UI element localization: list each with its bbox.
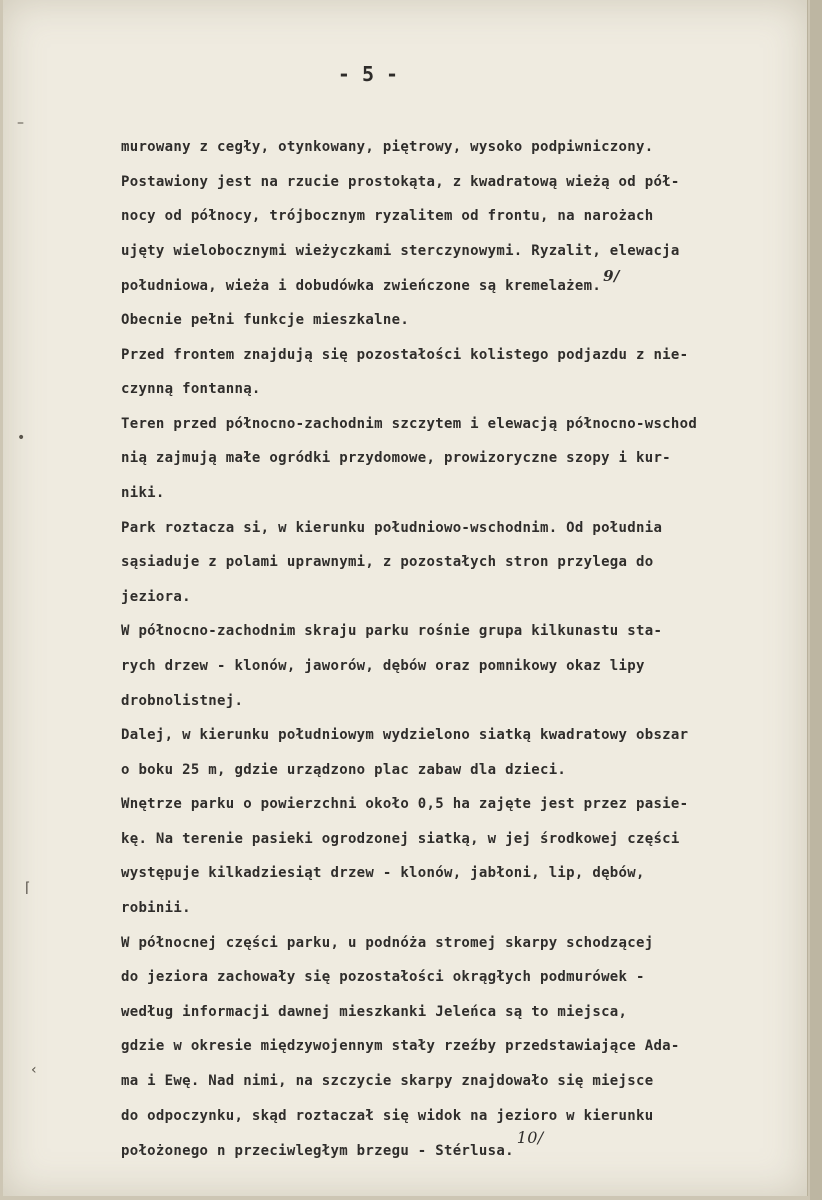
text-line: kę. Na terenie pasieki ogrodzonej siatką, w jej środkowej części <box>121 830 680 847</box>
text-line: gdzie w okresie międzywojennym stały rzeźby przedstawiające Ada- <box>121 1038 680 1055</box>
margin-mark: • <box>17 430 26 446</box>
text-line: Park roztacza si, w kierunku południowo-wschodnim. Od południa <box>121 519 663 536</box>
text-line: sąsiaduje z polami uprawnymi, z pozostałych stron przylega do <box>121 554 654 571</box>
text-line: południowa, wieża i dobudówka zwieńczone są kremelażem. <box>121 278 602 295</box>
footnote-marker-9: 9/ <box>603 267 620 286</box>
text-line: według informacji dawnej mieszkanki Jeleńca są to miejsca, <box>121 1003 628 1020</box>
text-line: Teren przed północno-zachodnim szczytem i elewacją północno-wschod <box>121 415 698 432</box>
scan-edge <box>810 0 822 1200</box>
margin-mark: – <box>17 115 24 131</box>
document-page <box>3 0 808 1196</box>
margin-mark: ⌈ <box>25 880 31 896</box>
text-line: ma i Ewę. Nad nimi, na szczycie skarpy znajdowało się miejsce <box>121 1073 654 1090</box>
text-line: W północno-zachodnim skraju parku rośnie grupa kilkunastu sta- <box>121 623 663 640</box>
text-line: rych drzew - klonów, jaworów, dębów oraz pomnikowy okaz lipy <box>121 657 645 674</box>
text-line-with-footnote <box>121 1128 811 1168</box>
margin-mark: ‹ <box>31 1062 37 1078</box>
text-line: czynną fontanną. <box>121 381 261 398</box>
text-line: Przed frontem znajdują się pozostałości kolistego podjazdu z nie- <box>121 346 689 363</box>
footnote-marker-10: 10/ <box>516 1128 544 1148</box>
text-line: drobnolistnej. <box>121 692 244 709</box>
text-line: W północnej części parku, u podnóża stromej skarpy schodzącej <box>121 934 654 951</box>
text-line: nocy od północy, trójbocznym ryzalitem od frontu, na narożach <box>121 208 654 225</box>
text-line: do jeziora zachowały się pozostałości okrągłych podmurówek - <box>121 969 645 986</box>
text-line: Postawiony jest na rzucie prostokąta, z kwadratową wieżą od pół- <box>121 173 680 190</box>
text-line-with-footnote <box>121 268 811 303</box>
text-line: murowany z cegły, otynkowany, piętrowy, wysoko podpiwniczony. <box>121 139 654 155</box>
typewritten-text <box>121 130 811 1168</box>
text-line: niki. <box>121 484 165 501</box>
text-line: robinii. <box>121 900 191 917</box>
text-line: o boku 25 m, gdzie urządzono plac zabaw dla dzieci. <box>121 761 567 778</box>
text-line: Wnętrze parku o powierzchni około 0,5 ha zajęte jest przez pasie- <box>121 796 689 813</box>
text-line: nią zajmują małe ogródki przydomowe, prowizoryczne szopy i kur- <box>121 450 671 467</box>
text-line: do odpoczynku, skąd roztaczał się widok na jezioro w kierunku <box>121 1107 654 1124</box>
text-line: ujęty wielobocznymi wieżyczkami sterczynowymi. Ryzalit, elewacja <box>121 242 680 259</box>
text-line: jeziora. <box>121 588 191 605</box>
page-number: - 5 - <box>337 62 399 86</box>
text-line: Dalej, w kierunku południowym wydzielono siatką kwadratowy obszar <box>121 727 689 744</box>
text-line: Obecnie pełni funkcje mieszkalne. <box>121 311 410 328</box>
text-line: położonego n przeciwległym brzegu - Stérlusa. <box>121 1143 514 1160</box>
text-line: występuje kilkadziesiąt drzew - klonów, jabłoni, lip, dębów, <box>121 865 645 882</box>
